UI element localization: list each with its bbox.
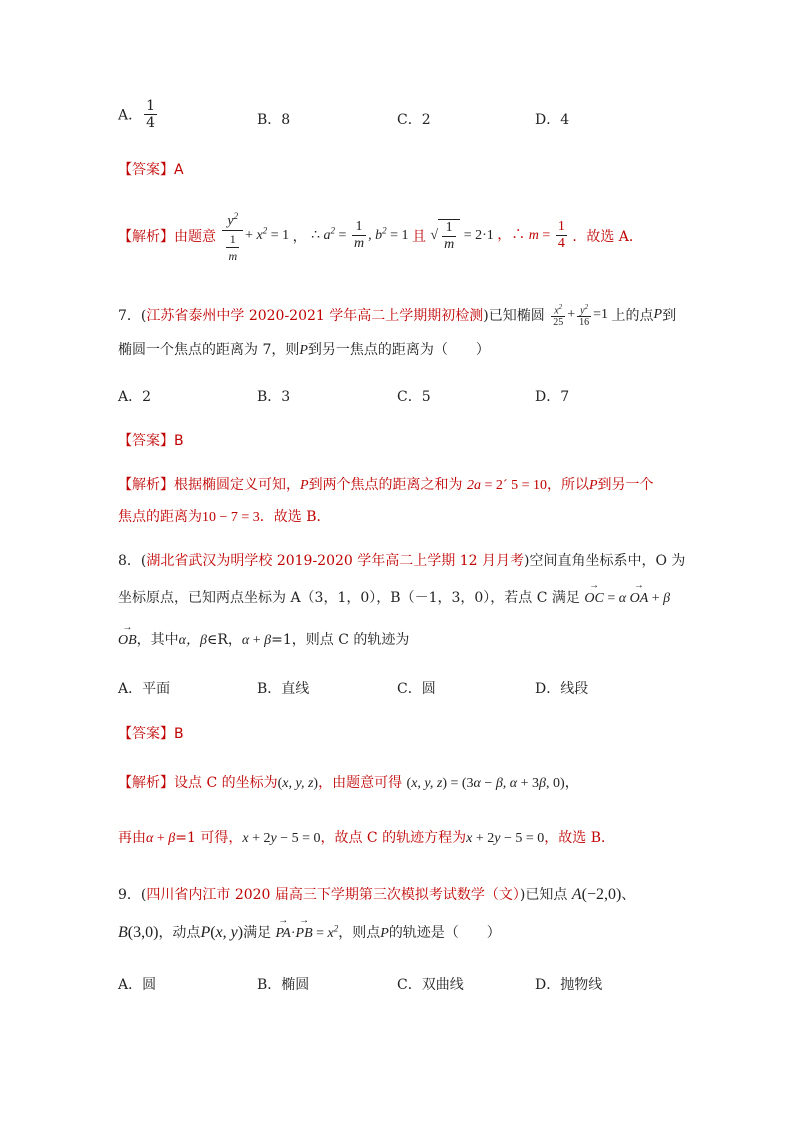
q6-option-b: B．8 (257, 112, 291, 128)
q7-stem-line2-a: 椭圆一个焦点的距离为 7，则 (118, 342, 300, 358)
q7-equation-ellipse: $\frac{x^2}{25}$ + $\frac{y^2}{16}$ =1 (553, 303, 608, 329)
q8-analysis-l2b: =1 可得， (175, 830, 243, 846)
q8-equation-line-2: x + 2y − 5 = 0 (466, 831, 545, 846)
q8-line2a: 坐标原点，已知两点坐标为 A（3，1，0），B（－1，3，0），若点 C 满足 (118, 590, 580, 606)
q7-answer-value: B (174, 433, 184, 449)
q8-stem1: )空间直角坐标系中，O 为 (523, 553, 686, 569)
q6-option-c: C．2 (397, 112, 431, 128)
q6-option-a-denominator: 4 (146, 115, 156, 131)
q8-answer (118, 723, 184, 743)
q7-analysis-line1 (118, 474, 654, 494)
q9-stem-line2 (118, 922, 501, 942)
q6-analysis-and: 且 (411, 228, 426, 245)
q8-stem-line3 (118, 629, 409, 649)
q8-analysis-l1a: 设点 C 的坐标为 (174, 775, 278, 791)
q8-option-c: C．圆 (397, 681, 436, 697)
q8-analysis-line2 (118, 827, 615, 847)
q7-analysis-p2: P (588, 478, 598, 493)
q9-line2c: ，则点 (338, 925, 381, 941)
q8-analysis-l2c: ，故点 C 的轨迹方程为 (320, 830, 467, 846)
q8-coord-xyz: (x, y, z) (277, 776, 319, 791)
q8-equation-line: x + 2y − 5 = 0 (242, 831, 321, 846)
q8-line3b: ∈R， (207, 632, 242, 648)
q7-analysis-l1d: 到另一个 (597, 477, 654, 493)
q7-stem3: 到 (662, 308, 677, 325)
q8-alpha-beta-2: α + β (146, 831, 176, 846)
q7-analysis-tag: 【解析】 (118, 477, 174, 493)
q8-equation-coord: (x, y, z) = (3α − β, α + 3β, 0)， (406, 776, 579, 791)
q9-source: 四川省内江市 2020 届高三下学期第三次模拟考试数学（文） (146, 887, 520, 903)
q7-point-p: P (653, 307, 663, 323)
q8-analysis-l2d: ，故选 B． (544, 830, 615, 846)
q6-equation-ab: ∴ $a^2$ = $\frac{1}{m}$ , $b^2 = 1$ (311, 219, 409, 252)
q8-analysis-l1b: ，由题意可得 (318, 775, 403, 791)
q8-vector-ob: → OB (118, 633, 137, 649)
q9-point-b: B(3,0) (118, 924, 159, 941)
q9-equation-dot: → PA·→ PB = $x^2$ (276, 926, 339, 941)
q7-equation-2a: 2a = 2´ 5 = 10 (467, 478, 547, 493)
q6-analysis-comma: ， (292, 228, 307, 245)
q6-option-a-numerator: 1 (146, 98, 156, 114)
q6-option-d: D．4 (535, 112, 570, 128)
q9-option-a: A．圆 (118, 977, 157, 993)
q7-analysis-l1b: 到两个焦点的距离之和为 (308, 477, 463, 493)
q8-equation-vector: → OC = α → OA + β (584, 591, 670, 606)
q8-line3: ，其中 (136, 632, 179, 648)
q6-analysis-pre: 由题意 (174, 228, 216, 245)
q8-alpha-beta: α，β (178, 633, 207, 648)
q8-analysis-l2a: 再由 (118, 830, 146, 846)
q9-option-b: B．椭圆 (257, 977, 310, 993)
q7-analysis-p: P (300, 478, 309, 493)
q7-analysis-l1a: 根据椭圆定义可知， (174, 477, 300, 493)
q7-equation-diff: 10 − 7 = 3 (202, 510, 260, 525)
q6-analysis (118, 208, 643, 264)
q8-alpha-plus-beta: α + β (241, 633, 272, 648)
q9-point-a: A(−2,0) (571, 886, 622, 903)
q6-answer-value: A (174, 162, 184, 178)
q7-stem-line2 (118, 339, 490, 359)
q7-answer-tag: 【答案】 (118, 433, 174, 449)
q9-point-p-2: P (380, 926, 389, 941)
q9-number: 9．( (118, 887, 147, 903)
q8-option-d: D．线段 (535, 681, 589, 697)
q6-option-a-label: A． (118, 107, 143, 124)
q9-stem1: )已知点 (519, 887, 568, 903)
q7-analysis-l1c: ，所以 (546, 477, 589, 493)
q8-stem-line2 (118, 587, 670, 607)
q6-equation-m: ，∴ m = $\frac{1}{4}$ (497, 219, 565, 252)
q6-analysis-end: ．故选 A． (572, 228, 643, 245)
q8-analysis-line1 (118, 772, 579, 792)
q8-answer-value: B (174, 726, 184, 742)
q7-stem-line1 (118, 302, 676, 328)
q9-stem2: 、 (621, 887, 636, 903)
q7-analysis-l2b: ．故选 B． (259, 509, 331, 525)
q7-option-c: C．5 (397, 389, 431, 405)
q7-source: 江苏省泰州中学 2020-2021 学年高二上学期期初检测 (146, 308, 484, 325)
q8-answer-tag: 【答案】 (118, 726, 174, 742)
q8-stem-line1 (118, 550, 685, 570)
q9-stem-line1 (118, 884, 635, 904)
q7-stem1: )已知椭圆 (483, 308, 545, 325)
q7-stem2: 上的点 (611, 308, 654, 325)
q6-answer-tag: 【答案】 (118, 162, 174, 178)
q8-line3c: =1，则点 C 的轨迹为 (271, 632, 410, 648)
q8-number: 8．( (118, 553, 147, 569)
q6-equation-ellipse: $\frac{y^2}{\frac{1}{m}}$ + $x^2 = 1$ (220, 228, 292, 243)
q8-option-a: A．平面 (118, 681, 171, 697)
q8-option-b: B．直线 (257, 681, 310, 697)
q6-answer (118, 159, 184, 179)
q9-line2b: 满足 (243, 925, 272, 941)
q9-point-p: P(x, y) (200, 924, 244, 941)
q7-answer (118, 430, 184, 450)
q6-option-a-fraction (144, 98, 157, 131)
q6-analysis-tag: 【解析】 (118, 228, 174, 245)
q7-analysis-l2a: 焦点的距离为 (118, 509, 202, 525)
q9-option-d: D．抛物线 (535, 977, 603, 993)
q9-line2d: 的轨迹是（ ） (388, 925, 501, 941)
q6-equation-sqrt: √ $\frac{1}{m}$ = 2·1 (430, 219, 494, 252)
q8-source: 湖北省武汉为明学校 2019-2020 学年高二上学期 12 月月考 (146, 553, 524, 569)
q8-analysis-tag: 【解析】 (118, 775, 174, 791)
q7-stem-line2-b: 到另一焦点的距离为（ ） (307, 342, 490, 358)
q7-option-a: A．2 (118, 389, 152, 405)
q6-option-a (118, 98, 159, 131)
q9-option-c: C．双曲线 (397, 977, 464, 993)
q7-option-b: B．3 (257, 389, 291, 405)
q7-option-d: D．7 (535, 389, 570, 405)
q7-number: 7．( (118, 308, 147, 325)
q9-line2a: ，动点 (158, 925, 201, 941)
q7-analysis-line2 (118, 506, 331, 526)
q7-point-p-2: P (299, 343, 308, 358)
